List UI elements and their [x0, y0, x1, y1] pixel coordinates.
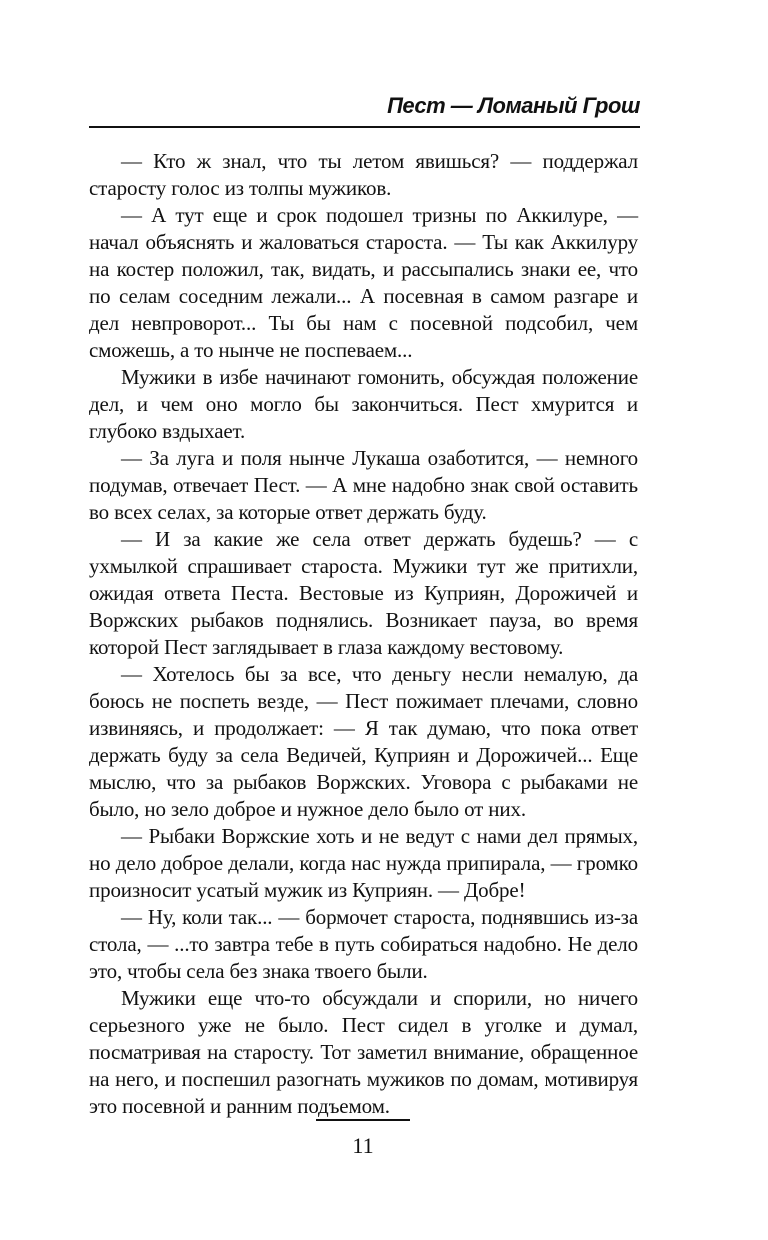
header-divider	[89, 126, 640, 128]
paragraph: — А тут еще и срок подошел тризны по Аккилуре, — начал объяснять и жаловаться староста. — Ты как Аккилуру на костер положил, так, видать, и рассыпались знаки ее, что по селам соседним лежали... А посевная в самом разгаре и дел невпроворот... Ты бы нам с посевной подсобил, чем сможешь, а то нынче не поспеваем...	[89, 203, 638, 362]
paragraph: — За луга и поля нынче Лукаша озаботится, — немного подумав, отвечает Пест. — А мне надобно знак свой оставить во всех селах, за которые ответ держать буду.	[89, 446, 638, 524]
paragraph: — Ну, коли так... — бормочет староста, поднявшись из-за стола, — ...то завтра тебе в путь собираться надобно. Не дело это, чтобы села без знака твоего были.	[89, 905, 638, 983]
paragraph: Мужики в избе начинают гомонить, обсуждая положение дел, и чем оно могло бы закончиться. Пест хмурится и глубоко вздыхает.	[89, 365, 638, 443]
paragraph: — Кто ж знал, что ты летом явишься? — поддержал старосту голос из толпы мужиков.	[89, 149, 638, 200]
paragraph: — И за какие же села ответ держать будешь? — с ухмылкой спрашивает староста. Мужики тут же притихли, ожидая ответа Песта. Вестовые из Куприян, Дорожичей и Воржских рыбаков поднялись. Возникает пауза, во время которой Пест заглядывает в глаза каждому вестовому.	[89, 527, 638, 659]
page-number: 11	[352, 1133, 374, 1158]
footer-divider	[316, 1119, 410, 1121]
running-header: Пест — Ломаный Грош	[387, 93, 640, 118]
body-text	[89, 148, 638, 1120]
paragraph: — Хотелось бы за все, что деньгу несли немалую, да боюсь не поспеть везде, — Пест пожимает плечами, словно извиняясь, и продолжает: — Я так думаю, что пока ответ держать буду за села Ведичей, Куприян и Дорожичей... Еще мыслю, что за рыбаков Воржских. Уговора с рыбаками не было, но зело доброе и нужное дело было от них.	[89, 662, 638, 821]
paragraph: Мужики еще что-то обсуждали и спорили, но ничего серьезного уже не было. Пест сидел в уголке и думал, посматривая на старосту. Тот заметил внимание, обращенное на него, и поспешил разогнать мужиков по домам, мотивируя это посевной и ранним подъемом.	[89, 986, 638, 1118]
paragraph: — Рыбаки Воржские хоть и не ведут с нами дел прямых, но дело доброе делали, когда нас нужда припирала, — громко произносит усатый мужик из Куприян. — Добре!	[89, 824, 638, 902]
